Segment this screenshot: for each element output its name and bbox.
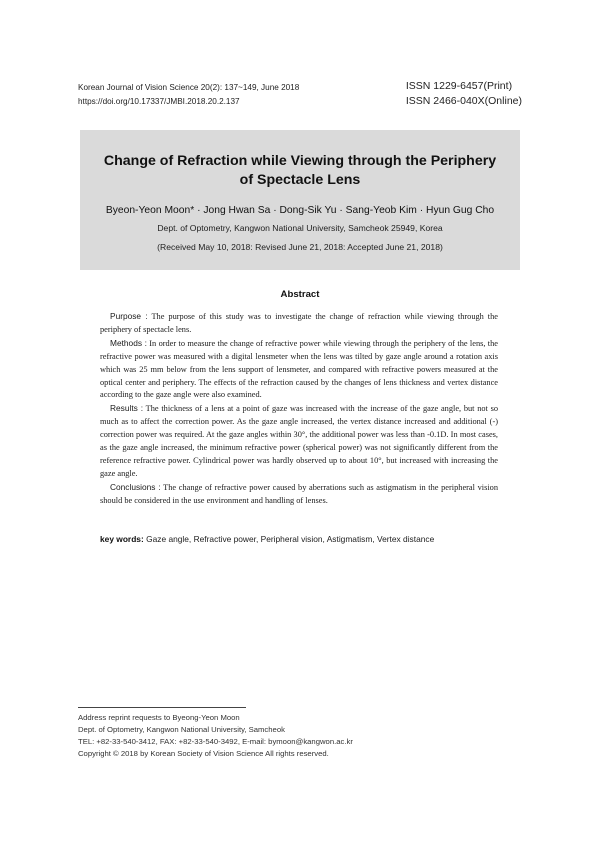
journal-header (78, 81, 299, 109)
footnote-dept: Dept. of Optometry, Kangwon National University, Samcheok (78, 725, 285, 734)
doi-link[interactable]: https://doi.org/10.17337/JMBI.2018.20.2.137 (78, 97, 240, 106)
keywords (100, 534, 500, 544)
footnote-contact: TEL: +82-33-540-3412, FAX: +82-33-540-3492, E-mail: bymoon@kangwon.ac.kr (78, 737, 353, 746)
methods-text: In order to measure the change of refractive power while viewing through the periphery of the lens, the refractive power was measured with a digital lensmeter when the lens was tilted by gaze angle around a rotation axis which was 25 mm below from the lens support of lensmeter, and compared with refractive powers measured at the optical center and periphery. The effects of the refraction caused by the changes of lens thickness and vertex distance according to the gaze angle were also examined. (100, 338, 498, 400)
results-label: Results : (110, 403, 144, 414)
abstract-conclusions (100, 481, 498, 508)
journal-citation: Korean Journal of Vision Science 20(2): 137~149, June 2018 (78, 83, 300, 92)
abstract-methods (100, 337, 498, 403)
paper-title (100, 152, 500, 190)
keywords-text: Gaze angle, Refractive power, Peripheral vision, Astigmatism, Vertex distance (146, 534, 435, 544)
paper-title-line1: Change of Refraction while Viewing through the Periphery (103, 153, 497, 169)
abstract-purpose (100, 310, 498, 337)
purpose-label: Purpose : (110, 311, 148, 321)
results-text: The thickness of a lens at a point of gaze was increased with the increase of the gaze angle, but not so much as to affect the correction power. As the gaze angle increased, the vertex distance increased and additional (-) correction power was required. At the gaze angles within 30°, the additional power was less than -0.1D. In most cases, as the gaze angle increased, the minimum refractive power (spherical power) was not significantly different from the reference refractive power. Cylindrical power was hardly observed up to about 10°, but increased with increasing the gaze angle. (100, 404, 498, 478)
keywords-label: key words: (100, 534, 144, 544)
author-list: Byeon-Yeon Moon* · Jong Hwan Sa · Dong-Sik Yu · Sang-Yeob Kim · Hyun Gug Cho (105, 205, 495, 216)
purpose-text: The purpose of this study was to investigate the change of refraction while viewing through the periphery of spectacle lens. (100, 312, 499, 334)
issn-block (406, 79, 522, 109)
submission-dates: (Received May 10, 2018: Revised June 21, 2018: Accepted June 21, 2018) (157, 242, 443, 252)
footnote-divider (78, 707, 246, 708)
abstract-results (100, 402, 498, 480)
conclusions-label: Conclusions : (110, 481, 161, 492)
affiliation: Dept. of Optometry, Kangwon National University, Samcheok 25949, Korea (157, 223, 443, 233)
issn-online: ISSN 2466-040X(Online) (405, 95, 522, 107)
abstract-heading: Abstract (280, 289, 320, 300)
abstract-body (100, 310, 498, 508)
footnote-address: Address reprint requests to Byeong-Yeon Moon (78, 713, 240, 722)
footnote (78, 712, 518, 760)
methods-label: Methods : (110, 337, 147, 348)
footnote-copyright: Copyright © 2018 by Korean Society of Vision Science All rights reserved. (78, 749, 329, 758)
issn-print: ISSN 1229-6457(Print) (405, 80, 513, 92)
title-box (80, 130, 520, 270)
paper-title-line2: of Spectacle Lens (239, 172, 361, 188)
conclusions-text: The change of refractive power caused by aberrations such as astigmatism in the peripheral vision should be considered in the use environment and handling of lenses. (100, 482, 498, 505)
